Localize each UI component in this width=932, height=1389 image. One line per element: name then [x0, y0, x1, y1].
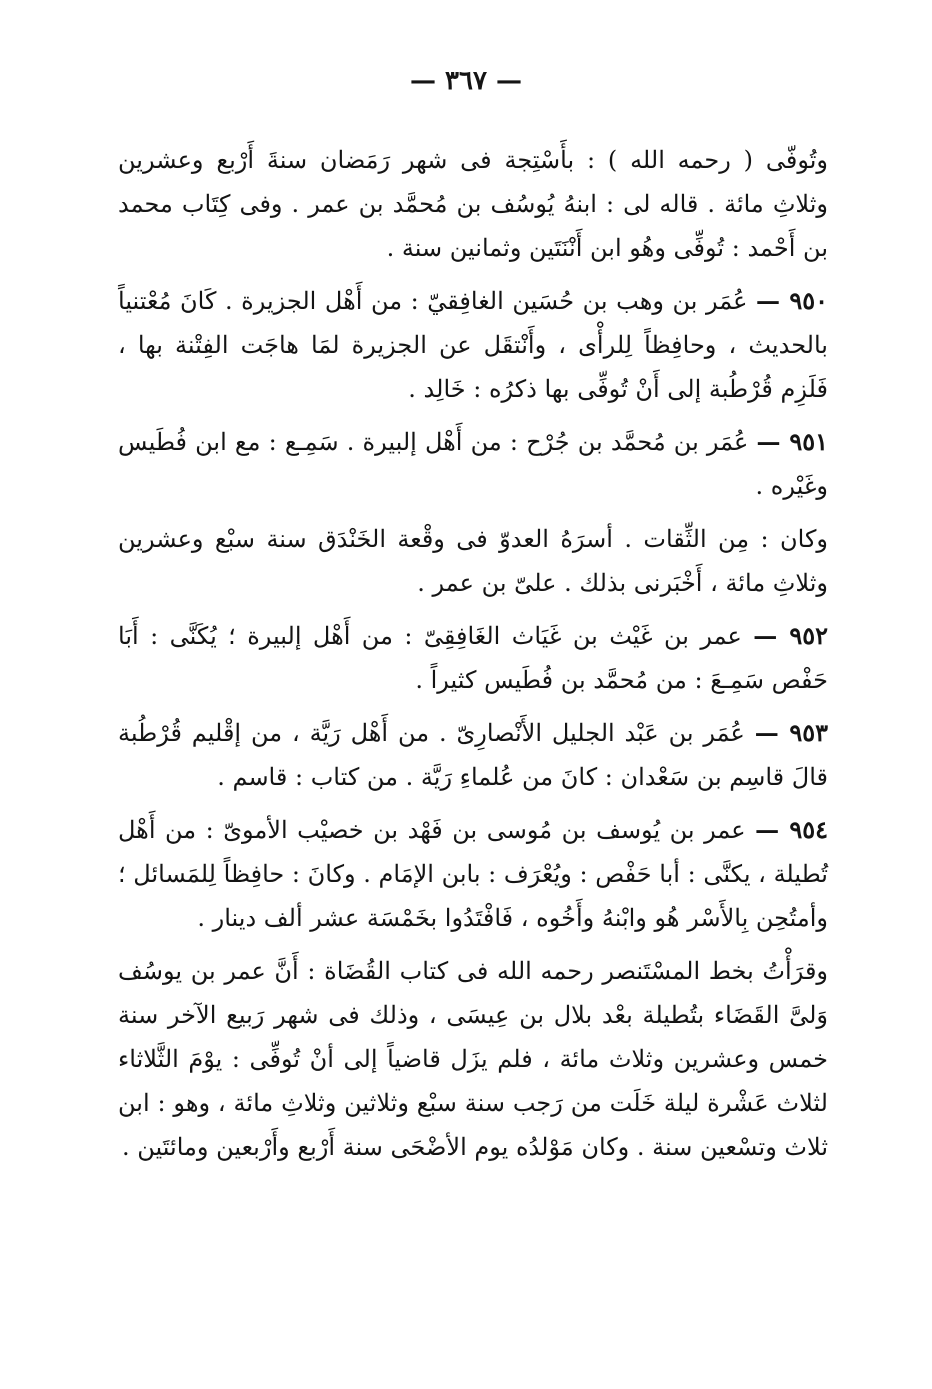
- entry-953: [118, 711, 828, 799]
- paragraph-text: وتُوفّى ( رحمه الله ) : بأَسْتِجة فى شهر رَمَضان سنةَ أَرْبع وعشرين وثلاثِ مائة . قاله لى : ابنهُ يُوسُف بن مُحمَّد بن عمر . وفى كِتَاب محمد بن أَحْمد : تُوفِّى وهُو ابن أَنْنَتَين وثمانين سنة .: [118, 146, 828, 262]
- paragraph-reliability-note: [118, 517, 828, 605]
- entry-951: [118, 420, 828, 508]
- paragraph-judges-note: [118, 949, 828, 1169]
- entry-text: عُمَر بن مُحمَّد بن جُرْح : من أَهْل إلبيرة . سَمِـع : مع ابن فُطَيس وغَيْره .: [118, 428, 828, 500]
- entry-number: ٩٥٢ —: [753, 621, 828, 650]
- paragraph-text: وقرَأْتُ بخط المسْتَنصر رحمه الله فى كتاب القُضَاة : أَنَّ عمر بن يوسُف وَلىَّ القَضَاء بتُطيلة بعْد بلال بن عِيسَى ، وذلك فى شهر رَبيع الآخر سنة خمس وعشرين وثلاث مائة ، فلم يزَل قاضياً إلى أنْ تُوفِّى : يوْمَ الثَّلاثاء لثلاث عَشْرة ليلة خَلَت من رَجب سنة سبْع وثلاثين وثلاثِ مائة ، وهو : ابن ثلاث وتسْعين سنة . وكان مَوْلدُه يوم الأضْحَى سنة أَرْبع وأَرْبعين ومائتَين .: [118, 957, 828, 1161]
- entry-text: عُمَر بن وهب بن حُسَين الغافِقيّ : من أَهْل الجزيرة . كَانَ مُعْتنياً بالحديث ، وحافِظاً لِلرأْى ، وأَنْتقَل عن الجزيرة لمَا هاجَت الفِتْنة بها ، فَلَزِم قُرْطُبة إلى أَنْ تُوفِّى بها ذكرُه : خَالِد .: [118, 287, 828, 403]
- entry-954: [118, 808, 828, 940]
- entry-950: [118, 279, 828, 411]
- paragraph-text: وكان : مِن الثِّقات . أسرَهُ العدوّ فى وقْعة الخَنْدَق سنة سبْع وعشرين وثلاثِ مائة ، أَخْبَرنى بذلك . علىّ بن عمر .: [118, 525, 828, 597]
- paragraph-death-note: [118, 138, 828, 270]
- entry-number: ٩٥٤ —: [755, 815, 828, 844]
- entry-952: [118, 614, 828, 702]
- entry-number: ٩٥٠ —: [756, 286, 828, 315]
- entry-number: ٩٥٣ —: [754, 718, 828, 747]
- page-body: [118, 138, 828, 1169]
- page-number: — ٣٦٧ —: [409, 66, 523, 96]
- entry-text: عمر بن يُوسف بن مُوسى بن فَهْد بن خصيْب الأموىّ : من أَهْل تُطيلة ، يكنَّى : أبا حَفْص : ويُعْرَف : بابن الإمَام . وكانَ : حافِظاً لِلمَسائل ؛ وأمتُحِن بِالأَسْر هُو وابْنهُ وأَخُوه ، فَافْتَدُوا بخَمْسَة عشر ألف دينار .: [118, 816, 828, 932]
- entry-text: عُمَر بن عَبْد الجليل الأَنْصارِىّ . من أَهْل رَيَّة ، من إقْليم قُرْطُبة قالَ قاسِم بن سَعْدان : كانَ من عُلماءِ رَيَّة . من كتاب : قاسم .: [118, 719, 828, 791]
- entry-text: عمر بن غَيْث بن غَيَاث الغَافِقِىّ : من أَهْل إلبيرة ؛ يُكَنَّى : أَبَا حَفْص سَمِـعَ : من مُحمَّد بن فُطَيس كثيراً .: [118, 622, 828, 694]
- entry-number: ٩٥١ —: [756, 427, 828, 456]
